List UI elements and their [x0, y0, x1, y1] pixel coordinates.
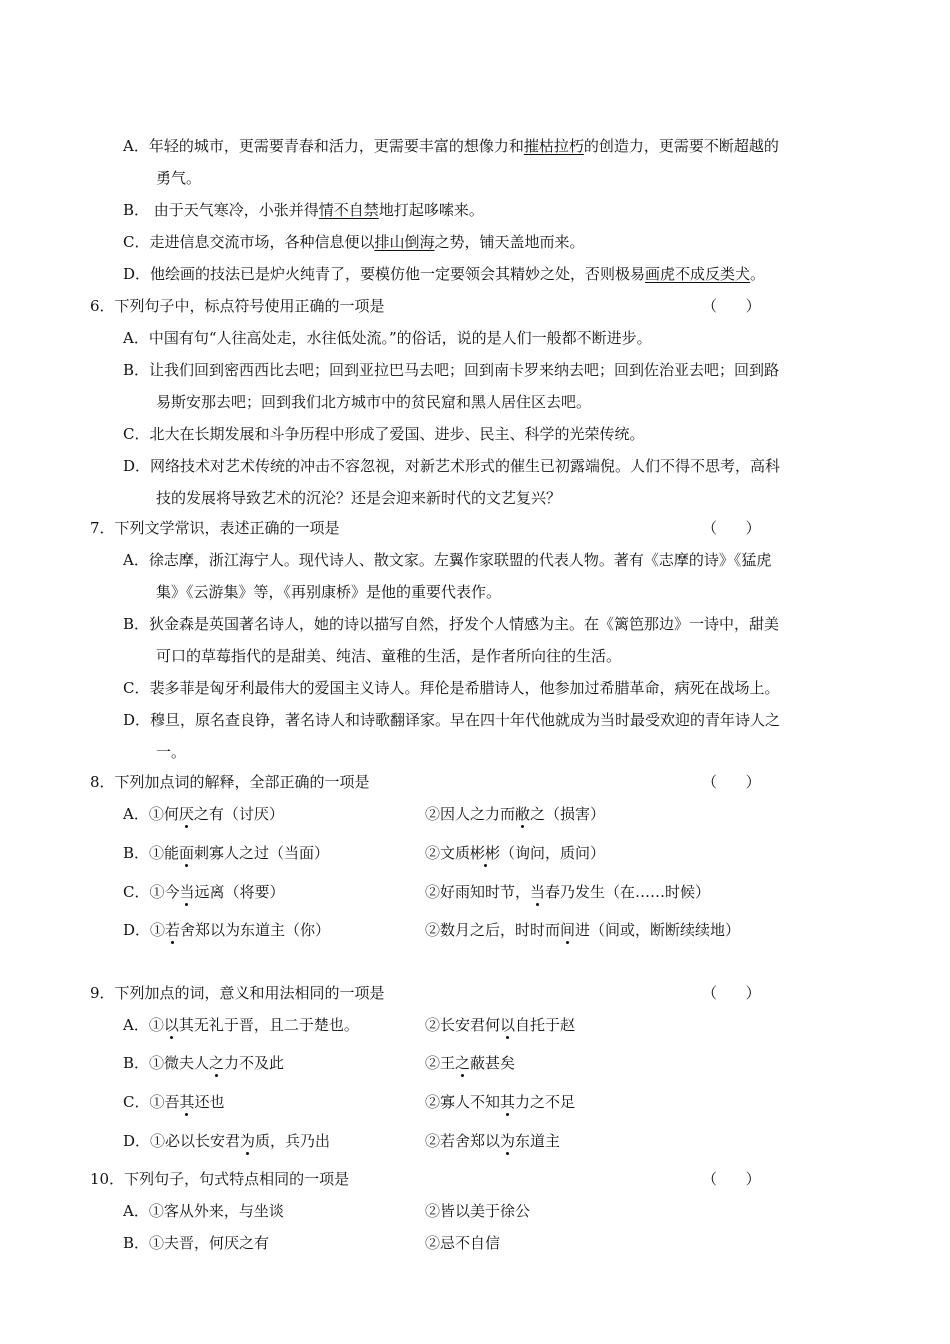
q9-c1-post: 还也	[194, 1093, 225, 1111]
q5-c-underlined: 排山倒海	[374, 233, 435, 251]
q10-option-b-2: ②忌不自信	[425, 1234, 501, 1252]
q9-a2-dotted-word: 以	[500, 1016, 516, 1034]
q6-option-c: C．北大在长期发展和斗争历程中形成了爱国、进步、民主、科学的光荣传统。	[123, 425, 645, 443]
q8-a2-post: 之（损害）	[530, 805, 606, 823]
q5-d-text-end: 。	[750, 265, 766, 283]
q9-a1-pre: A．①	[123, 1016, 164, 1034]
q8-d2-post: 进（间或，断断续续地）	[575, 921, 741, 939]
q9-a2-pre: ②长安君何	[425, 1016, 501, 1034]
q8-option-c-2	[425, 885, 710, 900]
q9-d1-dotted-word: 为	[240, 1132, 256, 1150]
q9-d2-dotted-word: 为	[500, 1132, 516, 1150]
q9-answer-blank: （ ）	[702, 984, 761, 1002]
q9-option-c-2	[425, 1095, 575, 1110]
q5-c-text-end: 之势，铺天盖地而来。	[434, 233, 585, 251]
q9-c1-pre: C．①吾	[123, 1093, 180, 1111]
q7-answer-blank: （ ）	[702, 519, 761, 537]
q8-a2-pre: ②因人之力而	[425, 805, 516, 823]
q9-option-b-2	[425, 1056, 515, 1071]
q8-c1-dotted-word: 当	[179, 883, 195, 901]
q9-stem: 9．下列加点的词，意义和用法相同的一项是	[90, 984, 385, 1002]
q8-c2-dotted-word: 当	[530, 883, 546, 901]
q5-a-text-end: 的创造力，更需要不断超越的	[583, 137, 779, 155]
q8-option-a-1	[123, 807, 284, 822]
q9-c1-dotted-word: 其	[179, 1093, 195, 1111]
q9-option-d-1	[123, 1134, 330, 1149]
q9-d1-pre: D．①必以长安君	[123, 1132, 241, 1150]
q8-answer-blank: （ ）	[702, 773, 761, 791]
q8-option-c-1	[123, 885, 285, 900]
q9-d2-pre: ②若舍郑以	[425, 1132, 501, 1150]
q8-b2-post: （询问，质问）	[500, 844, 606, 862]
q8-c2-post: 春乃发生（在……时候）	[545, 883, 711, 901]
q7-option-b-continued: 可口的草莓指代的是甜美、纯洁、童稚的生活，是作者所向往的生活。	[156, 647, 622, 665]
q7-stem: 7．下列文学常识，表述正确的一项是	[90, 519, 340, 537]
q8-option-b-1	[123, 846, 329, 861]
q6-option-d: D．网络技术对艺术传统的冲击不容忽视，对新艺术形式的催生已初露端倪。人们不得不思考，高科	[123, 457, 781, 475]
q9-d2-post: 东道主	[515, 1132, 561, 1150]
q7-option-c: C．裴多菲是匈牙利最伟大的爱国主义诗人。拜伦是希腊诗人，他参加过希腊革命，病死在战场上。	[123, 679, 780, 697]
q7-option-a-continued: 集》《云游集》等，《再别康桥》是他的重要代表作。	[156, 583, 502, 601]
q8-d2-pre: ②数月之后，时时而	[425, 921, 561, 939]
q6-option-d-continued: 技的发展将导致艺术的沉沦？还是会迎来新时代的文艺复兴？	[156, 489, 562, 507]
q8-a1-post: 之有（讨厌）	[193, 805, 284, 823]
q5-a-underlined: 摧枯拉朽	[523, 137, 584, 155]
q9-a1-post: 其无礼于晋，且二于楚也。	[178, 1016, 359, 1034]
q5-option-b	[123, 203, 484, 218]
q8-option-b-2	[425, 846, 605, 861]
q9-option-c-1	[123, 1095, 225, 1110]
q5-b-text-end: 地打起哆嗦来。	[378, 201, 484, 219]
q9-option-a-2	[425, 1018, 575, 1033]
q8-d1-dotted-word: 若	[165, 921, 181, 939]
q7-option-d-continued: 一。	[156, 743, 187, 761]
q7-option-b: B．狄金森是英国著名诗人，她的诗以描写自然，抒发个人情感为主。在《篱笆那边》一诗中，甜美	[123, 615, 780, 633]
q9-option-d-2	[425, 1134, 560, 1149]
q6-stem: 6．下列句子中，标点符号使用正确的一项是	[90, 297, 385, 315]
q8-stem: 8．下列加点词的解释，全部正确的一项是	[90, 773, 370, 791]
q8-d1-post: 舍郑以为东道主（你）	[180, 921, 331, 939]
q6-option-b-continued: 易斯安那去吧；回到我们北方城市中的贫民窟和黑人居住区去吧。	[156, 393, 592, 411]
q9-b1-pre: B．①微夫人	[123, 1054, 210, 1072]
q5-option-a	[123, 139, 779, 154]
q5-a-text: A．年轻的城市，更需要青春和活力，更需要丰富的想像力和	[123, 137, 524, 155]
q5-d-text: D．他绘画的技法已是炉火纯青了，要模仿他一定要领会其精妙之处，否则极易	[123, 265, 646, 283]
q10-answer-blank: （ ）	[702, 1170, 761, 1188]
q10-option-a-2: ②皆以美于徐公	[425, 1202, 531, 1220]
q9-option-b-1	[123, 1056, 284, 1071]
q8-b1-pre: B．①能	[123, 844, 180, 862]
q5-d-underlined: 画虎不成反类犬	[645, 265, 751, 283]
q8-c1-post: 远离（将要）	[194, 883, 285, 901]
q8-d1-pre: D．①	[123, 921, 166, 939]
q9-a2-post: 自托于赵	[515, 1016, 576, 1034]
q5-option-c	[123, 235, 585, 250]
q10-stem: 10．下列句子，句式特点相同的一项是	[90, 1170, 350, 1188]
q9-b2-pre: ②王	[425, 1054, 456, 1072]
q8-b2-pre: ②文质	[425, 844, 471, 862]
q8-b1-dotted-word: 面	[179, 844, 195, 862]
q7-option-d: D．穆旦，原名查良铮，著名诗人和诗歌翻译家。早在四十年代他就成为当时最受欢迎的青年诗人之	[123, 711, 781, 729]
q8-option-d-1	[123, 923, 330, 938]
q5-b-underlined: 情不自禁	[318, 201, 379, 219]
q9-c2-dotted-word: 其	[500, 1093, 516, 1111]
q9-d1-post: 质，兵乃出	[255, 1132, 331, 1150]
q9-b2-dotted-word: 之	[455, 1054, 471, 1072]
q8-c1-pre: C．①今	[123, 883, 180, 901]
q10-option-a-1: A．①客从外来，与坐谈	[123, 1202, 284, 1220]
q5-b-text: B． 由于天气寒冷，小张并得	[123, 201, 319, 219]
q6-option-a: A．中国有句“人往高处走，水往低处流。”的俗话，说的是人们一般都不断进步。	[123, 329, 652, 347]
q5-c-text: C．走进信息交流市场，各种信息便以	[123, 233, 375, 251]
q9-option-a-1	[123, 1018, 359, 1033]
q8-d2-dotted-word: 间	[560, 921, 576, 939]
q9-a1-dotted-word: 以	[163, 1016, 179, 1034]
q8-option-a-2	[425, 807, 605, 822]
q8-a1-dotted-word: 厌	[178, 805, 194, 823]
q8-c2-pre: ②好雨知时节，	[425, 883, 531, 901]
q10-option-b-1: B．①夫晋，何厌之有	[123, 1234, 270, 1252]
q9-b1-dotted-word: 之	[209, 1054, 225, 1072]
q9-b2-post: 蔽甚矣	[470, 1054, 516, 1072]
q8-option-d-2	[425, 923, 740, 938]
q8-a1-pre: A．①何	[123, 805, 179, 823]
q8-a2-dotted-word: 敝	[515, 805, 531, 823]
q9-b1-post: 力不及此	[224, 1054, 285, 1072]
q7-option-a: A．徐志摩，浙江海宁人。现代诗人、散文家。左翼作家联盟的代表人物。著有《志摩的诗》《猛虎	[123, 551, 772, 569]
q6-answer-blank: （ ）	[702, 297, 761, 315]
q9-c2-post: 力之不足	[515, 1093, 576, 1111]
q8-b2-dotted-word: 彬彬	[470, 844, 501, 862]
q5-option-a-continued: 勇气。	[156, 169, 202, 187]
q5-option-d	[123, 267, 765, 282]
q6-option-b: B．让我们回到密西西比去吧；回到亚拉巴马去吧；回到南卡罗来纳去吧；回到佐治亚去吧；回到路	[123, 361, 780, 379]
q8-b1-post: 刺寡人之过（当面）	[194, 844, 330, 862]
q9-c2-pre: ②寡人不知	[425, 1093, 501, 1111]
